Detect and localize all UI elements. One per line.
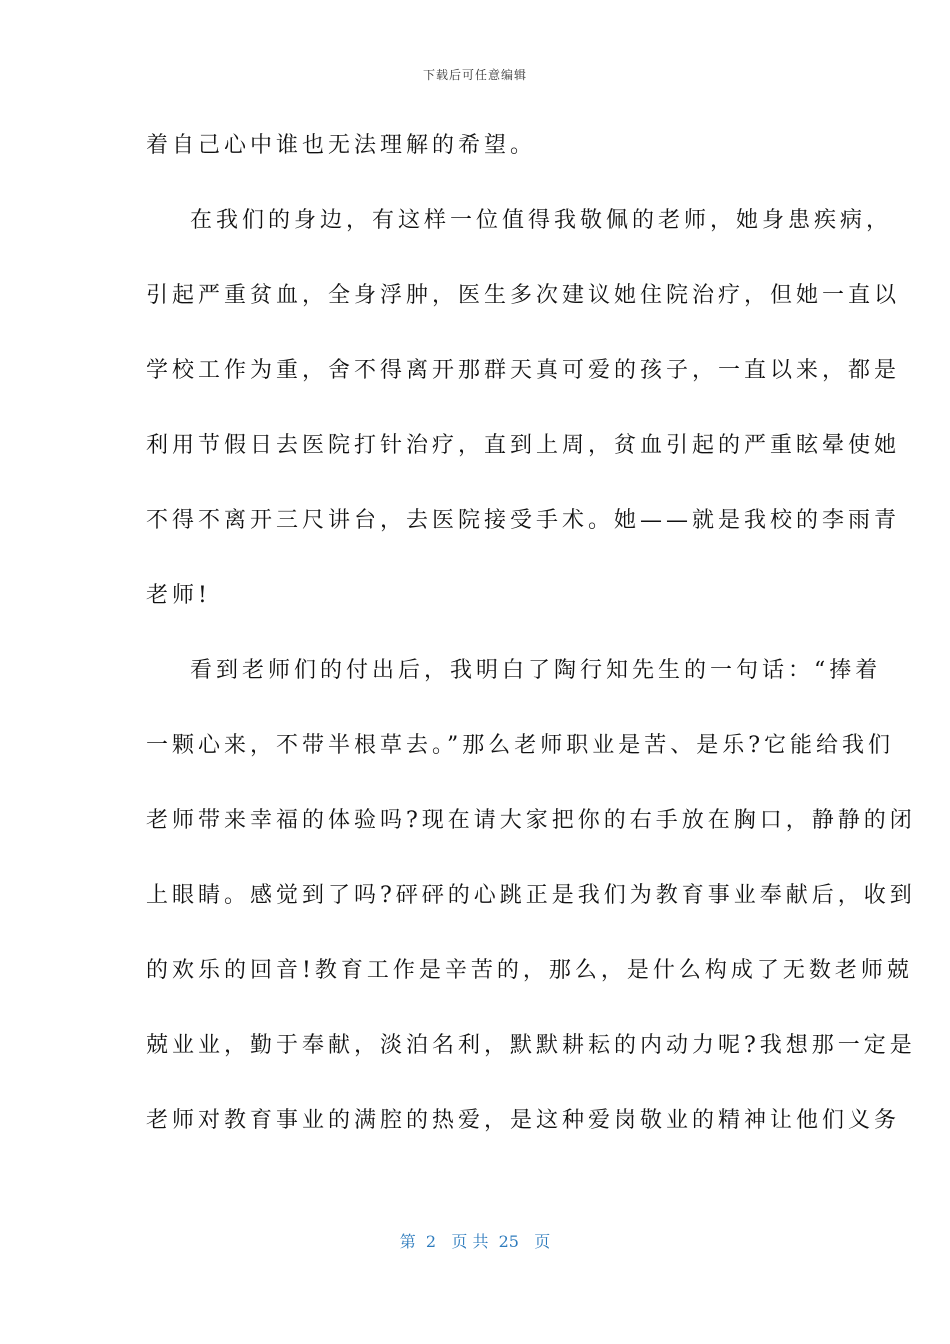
text-line: 一颗心来，不带半根草去。”那么老师职业是苦、是乐?它能给我们: [146, 733, 895, 758]
text-line: 学校工作为重，舍不得离开那群天真可爱的孩子，一直以来，都是: [146, 358, 901, 383]
paragraph-start-line: 在我们的身边，有这样一位值得我敬佩的老师，她身患疾病，: [190, 208, 893, 233]
text-line: 老师对教育事业的满腔的热爱，是这种爱岗敬业的精神让他们义务: [146, 1108, 901, 1133]
paragraph-start-line: 看到老师们的付出后，我明白了陶行知先生的一句话：“捧着: [190, 658, 882, 683]
text-line: 不得不离开三尺讲台，去医院接受手术。她——就是我校的李雨青: [146, 508, 901, 533]
text-line: 利用节假日去医院打针治疗，直到上周，贫血引起的严重眩晕使她: [146, 433, 901, 458]
document-body: [146, 124, 916, 1174]
page-number-footer: 第 2 页 共 25 页: [399, 1232, 551, 1251]
text-line: 着自己心中谁也无法理解的希望。: [146, 133, 537, 158]
text-line: 上眼睛。感觉到了吗?砰砰的心跳正是我们为教育事业奉献后，收到: [146, 883, 916, 908]
text-line: 老师带来幸福的体验吗?现在请大家把你的右手放在胸口，静静的闭: [146, 808, 916, 833]
text-line: 老师!: [146, 583, 211, 608]
text-line: 兢业业，勤于奉献，淡泊名利，默默耕耘的内动力呢?我想那一定是: [146, 1033, 916, 1058]
text-line: 的欢乐的回音!教育工作是辛苦的，那么，是什么构成了无数老师兢: [146, 958, 913, 983]
header-note: 下载后可任意编辑: [422, 68, 527, 82]
text-line: 引起严重贫血，全身浮肿，医生多次建议她住院治疗，但她一直以: [146, 283, 901, 308]
